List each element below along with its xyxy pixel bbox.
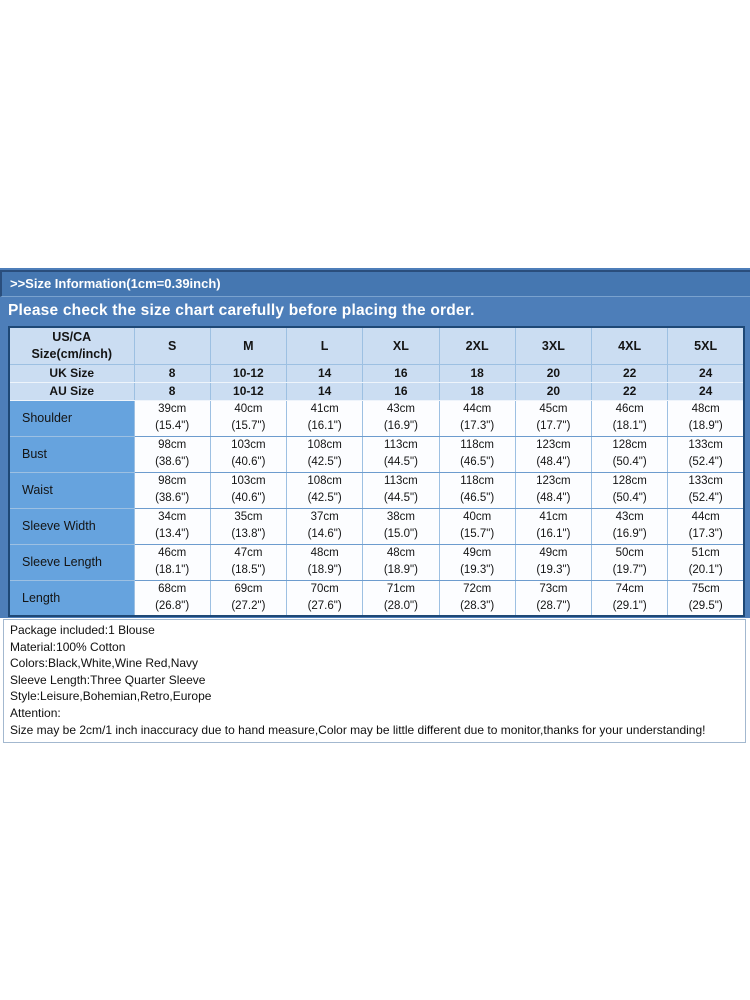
measurement-inch: (29.5") bbox=[688, 599, 723, 612]
measurement-inch: (28.0") bbox=[383, 599, 418, 612]
measurement-cell bbox=[668, 400, 744, 436]
measurement-cm: 75cm bbox=[691, 582, 720, 595]
measurement-cm: 133cm bbox=[688, 439, 723, 451]
region-size-value: 10-12 bbox=[210, 382, 286, 400]
measurement-inch: (27.6") bbox=[307, 599, 342, 612]
measurement-cm: 68cm bbox=[158, 582, 187, 595]
measurement-cell bbox=[287, 544, 363, 580]
measurement-cell bbox=[439, 436, 515, 472]
measurement-cm: 46cm bbox=[615, 403, 644, 415]
measurement-cell bbox=[134, 400, 210, 436]
size-chart-warning: Please check the size chart carefully before placing the order. bbox=[8, 302, 475, 319]
measurement-inch: (26.8") bbox=[155, 599, 190, 612]
measurement-cm: 73cm bbox=[539, 582, 568, 595]
measurement-cell bbox=[210, 508, 286, 544]
size-column-header: 4XL bbox=[592, 327, 668, 364]
size-header-row bbox=[9, 327, 744, 364]
region-size-value: 18 bbox=[439, 382, 515, 400]
measurement-cm: 41cm bbox=[310, 403, 339, 415]
measurement-inch: (42.5") bbox=[307, 492, 342, 504]
product-details bbox=[3, 619, 746, 743]
measurement-cell bbox=[134, 436, 210, 472]
measurement-cell bbox=[515, 472, 591, 508]
measurement-inch: (40.6") bbox=[231, 492, 266, 504]
measurement-row bbox=[9, 472, 744, 508]
measurement-cm: 35cm bbox=[234, 511, 263, 523]
measurement-cell bbox=[287, 436, 363, 472]
region-size-value: 8 bbox=[134, 364, 210, 382]
measurement-cm: 108cm bbox=[307, 475, 342, 487]
measurement-cell bbox=[287, 472, 363, 508]
measurement-inch: (27.2") bbox=[231, 599, 266, 612]
measurement-inch: (52.4") bbox=[688, 492, 723, 504]
measurement-cell bbox=[210, 472, 286, 508]
measurement-cm: 113cm bbox=[384, 475, 418, 487]
measurement-cell bbox=[287, 400, 363, 436]
measurement-cell bbox=[515, 436, 591, 472]
measurement-cell bbox=[134, 508, 210, 544]
measurement-row bbox=[9, 544, 744, 580]
measurement-cm: 118cm bbox=[460, 475, 494, 487]
measurement-cell bbox=[287, 580, 363, 616]
region-size-row bbox=[9, 382, 744, 400]
measurement-cell bbox=[515, 508, 591, 544]
measurement-row bbox=[9, 508, 744, 544]
region-size-value: 10-12 bbox=[210, 364, 286, 382]
measurement-cm: 48cm bbox=[691, 403, 720, 415]
measurement-cm: 39cm bbox=[158, 403, 187, 415]
region-size-value: 22 bbox=[592, 364, 668, 382]
measurement-cm: 118cm bbox=[460, 439, 494, 451]
measurement-label: Sleeve Width bbox=[9, 508, 134, 544]
size-info-title: >>Size Information(1cm=0.39inch) bbox=[0, 270, 750, 297]
region-size-value: 24 bbox=[668, 364, 744, 382]
measurement-inch: (28.7") bbox=[536, 599, 571, 612]
measurement-cell bbox=[668, 580, 744, 616]
measurement-inch: (16.9") bbox=[383, 420, 418, 432]
region-size-value: 16 bbox=[363, 382, 439, 400]
measurement-inch: (16.1") bbox=[307, 420, 342, 432]
product-detail-line: Material:100% Cotton bbox=[10, 639, 126, 654]
region-row-label: AU Size bbox=[9, 382, 134, 400]
measurement-inch: (14.6") bbox=[307, 528, 342, 540]
region-size-value: 18 bbox=[439, 364, 515, 382]
measurement-cell bbox=[668, 544, 744, 580]
size-column-header: 3XL bbox=[515, 327, 591, 364]
measurement-inch: (17.7") bbox=[536, 420, 571, 432]
measurement-cm: 128cm bbox=[612, 475, 647, 487]
measurement-cell bbox=[592, 508, 668, 544]
measurement-cell bbox=[592, 400, 668, 436]
measurement-inch: (18.9") bbox=[688, 420, 723, 432]
measurement-inch: (19.3") bbox=[460, 564, 495, 576]
measurement-inch: (50.4") bbox=[612, 492, 647, 504]
measurement-cm: 41cm bbox=[539, 511, 568, 523]
size-column-header: 2XL bbox=[439, 327, 515, 364]
measurement-cell bbox=[439, 544, 515, 580]
product-detail-line: Colors:Black,White,Wine Red,Navy bbox=[10, 656, 199, 671]
size-column-header: L bbox=[287, 327, 363, 364]
measurement-cell bbox=[439, 472, 515, 508]
measurement-inch: (42.5") bbox=[307, 456, 342, 468]
measurement-inch: (20.1") bbox=[688, 564, 723, 576]
measurement-cell bbox=[363, 472, 439, 508]
product-detail-line: Size may be 2cm/1 inch inaccuracy due to hand measure,Color may be little different due to monitor,thanks for your understanding! bbox=[10, 722, 706, 737]
measurement-inch: (48.4") bbox=[536, 492, 571, 504]
measurement-cm: 48cm bbox=[310, 547, 339, 559]
corner-label-line1: US/CA bbox=[52, 329, 92, 344]
region-size-row bbox=[9, 364, 744, 382]
measurement-inch: (18.9") bbox=[383, 564, 418, 576]
measurement-cell bbox=[439, 580, 515, 616]
measurement-inch: (44.5") bbox=[383, 456, 418, 468]
measurement-cell bbox=[592, 472, 668, 508]
measurement-cell bbox=[363, 580, 439, 616]
measurement-inch: (15.4") bbox=[155, 420, 190, 432]
measurement-cm: 38cm bbox=[386, 511, 415, 523]
measurement-cell bbox=[515, 580, 591, 616]
measurement-inch: (29.1") bbox=[612, 599, 647, 612]
corner-label-line2: Size(cm/inch) bbox=[31, 346, 113, 361]
region-size-value: 20 bbox=[515, 382, 591, 400]
measurement-cell bbox=[592, 580, 668, 616]
measurement-cm: 123cm bbox=[536, 475, 571, 487]
measurement-cm: 98cm bbox=[158, 439, 187, 451]
region-size-value: 22 bbox=[592, 382, 668, 400]
measurement-cell bbox=[592, 544, 668, 580]
measurement-cell bbox=[592, 436, 668, 472]
measurement-cell bbox=[668, 436, 744, 472]
measurement-inch: (17.3") bbox=[460, 420, 495, 432]
measurement-inch: (15.7") bbox=[231, 420, 266, 432]
measurement-cell bbox=[363, 400, 439, 436]
measurement-cm: 44cm bbox=[691, 511, 720, 523]
measurement-inch: (48.4") bbox=[536, 456, 571, 468]
measurement-cm: 34cm bbox=[158, 511, 187, 523]
measurement-row bbox=[9, 436, 744, 472]
measurement-inch: (40.6") bbox=[231, 456, 266, 468]
top-margin bbox=[0, 0, 750, 268]
product-detail-line: Style:Leisure,Bohemian,Retro,Europe bbox=[10, 689, 212, 704]
measurement-cell bbox=[363, 508, 439, 544]
measurement-cm: 113cm bbox=[384, 439, 418, 451]
measurement-cm: 40cm bbox=[234, 403, 263, 415]
measurement-cell bbox=[210, 436, 286, 472]
measurement-label: Sleeve Length bbox=[9, 544, 134, 580]
region-size-value: 14 bbox=[287, 364, 363, 382]
measurement-cell bbox=[515, 544, 591, 580]
measurement-cell bbox=[210, 580, 286, 616]
measurement-cell bbox=[287, 508, 363, 544]
measurement-cm: 46cm bbox=[158, 547, 187, 559]
measurement-cell bbox=[134, 544, 210, 580]
measurement-cm: 47cm bbox=[234, 547, 263, 559]
measurement-inch: (28.3") bbox=[460, 599, 495, 612]
measurement-cell bbox=[134, 472, 210, 508]
measurement-inch: (46.5") bbox=[460, 456, 495, 468]
region-size-value: 24 bbox=[668, 382, 744, 400]
region-row-label: UK Size bbox=[9, 364, 134, 382]
measurement-cm: 133cm bbox=[688, 475, 723, 487]
region-size-value: 16 bbox=[363, 364, 439, 382]
measurement-cm: 98cm bbox=[158, 475, 187, 487]
measurement-cell bbox=[668, 508, 744, 544]
region-size-value: 20 bbox=[515, 364, 591, 382]
measurement-cm: 48cm bbox=[386, 547, 415, 559]
measurement-cm: 49cm bbox=[463, 547, 492, 559]
measurement-inch: (13.8") bbox=[231, 528, 266, 540]
measurement-cell bbox=[210, 544, 286, 580]
measurement-cm: 108cm bbox=[307, 439, 342, 451]
product-detail-line: Attention: bbox=[10, 705, 61, 720]
product-detail-line: Sleeve Length:Three Quarter Sleeve bbox=[10, 672, 206, 687]
measurement-label: Bust bbox=[9, 436, 134, 472]
measurement-cm: 74cm bbox=[615, 582, 644, 595]
region-size-value: 14 bbox=[287, 382, 363, 400]
measurement-inch: (13.4") bbox=[155, 528, 190, 540]
measurement-inch: (38.6") bbox=[155, 492, 190, 504]
measurement-cm: 49cm bbox=[539, 547, 568, 559]
measurement-cm: 103cm bbox=[231, 475, 266, 487]
measurement-cm: 50cm bbox=[615, 547, 644, 559]
measurement-cm: 72cm bbox=[463, 582, 492, 595]
measurement-cm: 51cm bbox=[691, 547, 720, 559]
size-column-header: S bbox=[134, 327, 210, 364]
measurement-cell bbox=[210, 400, 286, 436]
measurement-cell bbox=[363, 436, 439, 472]
measurement-label: Waist bbox=[9, 472, 134, 508]
measurement-label: Shoulder bbox=[9, 400, 134, 436]
measurement-inch: (38.6") bbox=[155, 456, 190, 468]
corner-header bbox=[9, 327, 134, 364]
measurement-cell bbox=[668, 472, 744, 508]
measurement-cm: 43cm bbox=[615, 511, 644, 523]
measurement-inch: (15.7") bbox=[460, 528, 495, 540]
measurement-cm: 70cm bbox=[310, 582, 339, 595]
measurement-inch: (16.1") bbox=[536, 528, 571, 540]
size-column-header: 5XL bbox=[668, 327, 744, 364]
measurement-cell bbox=[439, 400, 515, 436]
measurement-inch: (19.3") bbox=[536, 564, 571, 576]
size-column-header: M bbox=[210, 327, 286, 364]
measurement-inch: (18.9") bbox=[307, 564, 342, 576]
size-info-panel bbox=[0, 268, 750, 618]
size-column-header: XL bbox=[363, 327, 439, 364]
measurement-inch: (44.5") bbox=[383, 492, 418, 504]
region-size-value: 8 bbox=[134, 382, 210, 400]
measurement-row bbox=[9, 580, 744, 616]
measurement-inch: (50.4") bbox=[612, 456, 647, 468]
measurement-inch: (18.1") bbox=[612, 420, 647, 432]
measurement-inch: (17.3") bbox=[688, 528, 723, 540]
measurement-cell bbox=[134, 580, 210, 616]
measurement-cm: 44cm bbox=[463, 403, 492, 415]
measurement-cm: 103cm bbox=[231, 439, 266, 451]
measurement-row bbox=[9, 400, 744, 436]
measurement-cm: 37cm bbox=[310, 511, 339, 523]
measurement-cell bbox=[515, 400, 591, 436]
size-chart-table bbox=[8, 326, 745, 617]
measurement-cm: 43cm bbox=[386, 403, 415, 415]
measurement-inch: (18.1") bbox=[155, 564, 190, 576]
measurement-cm: 128cm bbox=[612, 439, 647, 451]
measurement-cm: 69cm bbox=[234, 582, 263, 595]
measurement-inch: (15.0") bbox=[383, 528, 418, 540]
measurement-label: Length bbox=[9, 580, 134, 616]
measurement-inch: (52.4") bbox=[688, 456, 723, 468]
measurement-inch: (46.5") bbox=[460, 492, 495, 504]
product-detail-line: Package included:1 Blouse bbox=[10, 623, 155, 637]
measurement-inch: (16.9") bbox=[612, 528, 647, 540]
measurement-cm: 123cm bbox=[536, 439, 571, 451]
measurement-inch: (18.5") bbox=[231, 564, 266, 576]
measurement-cm: 71cm bbox=[386, 582, 415, 595]
measurement-cm: 40cm bbox=[463, 511, 492, 523]
measurement-cell bbox=[363, 544, 439, 580]
measurement-cm: 45cm bbox=[539, 403, 568, 415]
measurement-cell bbox=[439, 508, 515, 544]
measurement-inch: (19.7") bbox=[612, 564, 647, 576]
